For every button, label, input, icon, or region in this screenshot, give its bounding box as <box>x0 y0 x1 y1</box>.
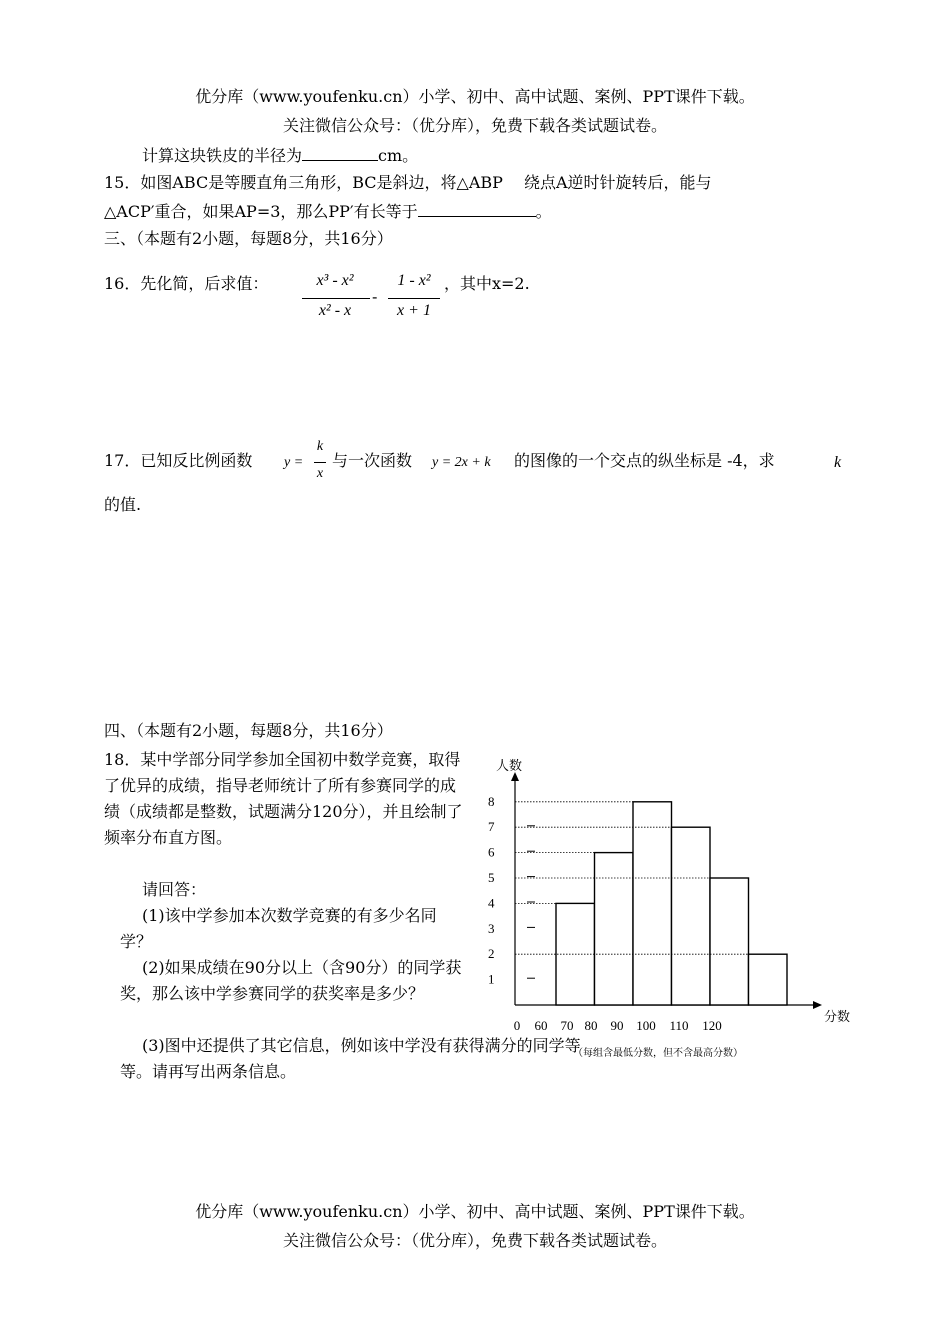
q17-x-denominator: x <box>316 466 324 481</box>
x-tick-label: 120 <box>702 1018 722 1033</box>
q14-answer-blank[interactable] <box>302 144 378 161</box>
footer-line-1: 优分库（www.youfenku.cn）小学、初中、高中试题、案例、PPT课件下载。 <box>195 1202 755 1221</box>
y-tick-label: 8 <box>488 793 495 809</box>
x-tick-label: 60 <box>534 1018 548 1033</box>
q16-fraction-bar-2 <box>388 298 440 299</box>
q16-suffix: ，其中x=2. <box>444 274 530 293</box>
footer-line-2: 关注微信公众号：（优分库），免费下载各类试题试卷。 <box>282 1231 667 1250</box>
x-axis-arrow <box>813 1001 822 1009</box>
histogram-bar <box>749 954 788 1005</box>
histogram-chart <box>460 750 870 1070</box>
header-line-2: 关注微信公众号：（优分库），免费下载各类试题试卷。 <box>282 116 667 135</box>
q18-question-3: (3)图中还提供了其它信息，例如该中学没有获得满分的同学等等。请再写出两条信息。 <box>120 1036 581 1081</box>
y-tick-label: 7 <box>488 819 495 835</box>
x-tick-label: 80 <box>584 1018 598 1033</box>
x-axis-label: 分数 <box>824 1009 851 1024</box>
histogram-bar <box>595 853 634 1005</box>
q18-question-2: (2)如果成绩在90分以上（含90分）的同学获奖，那么该中学参赛同学的获奖率是多少？ <box>120 958 462 1003</box>
q14-text: 计算这块铁皮的半径为 <box>142 146 303 165</box>
q17-y-equals: y = <box>284 455 304 470</box>
y-axis-arrow <box>511 772 519 781</box>
q17-mid: 与一次函数 <box>332 451 413 470</box>
q17-prefix: 17．已知反比例函数 <box>104 451 253 470</box>
section-4-heading: 四、（本题有2小题，每题8分，共16分） <box>104 721 393 740</box>
q15-line-1: 15．如图ABC是等腰直角三角形，BC是斜边，将△ABP 绕点A逆时针旋转后，能与 <box>104 173 712 192</box>
section-3-heading: 三、（本题有2小题，每题8分，共16分） <box>104 229 393 248</box>
histogram-bar <box>710 878 749 1005</box>
q17-fraction-bar <box>314 462 326 463</box>
y-tick-label: 3 <box>488 920 495 936</box>
q17-linear-function: y = 2x + k <box>432 455 491 470</box>
chart-note: （每组含最低分数，但不含最高分数） <box>573 1048 743 1059</box>
chart-layer <box>488 772 822 1033</box>
q15-end: 。 <box>535 202 552 221</box>
q16-minus: - <box>372 287 378 306</box>
y-axis-label: 人数 <box>496 758 523 773</box>
x-tick-label: 0 <box>513 1018 521 1033</box>
q17-suffix: 的图像的一个交点的纵坐标是 -4，求 <box>514 451 775 470</box>
x-tick-label: 70 <box>560 1018 574 1033</box>
q14-tail <box>142 144 418 167</box>
q17-k-end: k <box>834 454 842 471</box>
q18-please-answer: 请回答： <box>142 880 207 899</box>
q16-fraction-bar-1 <box>302 298 370 299</box>
q15-answer-blank[interactable] <box>418 200 536 217</box>
q15-text: △ACP′重合，如果AP=3，那么PP′有长等于 <box>104 202 418 221</box>
q18-paragraph-1: 18．某中学部分同学参加全国初中数学竞赛，取得了优异的成绩，指导老师统计了所有参赛同学的成绩（成绩都是整数，试题满分120分），并且绘制了频率分布直方图。 <box>104 750 463 847</box>
q16-numerator-2: 1 - x² <box>397 272 431 289</box>
q17-k-numerator: k <box>316 439 324 454</box>
q16-denominator-1: x² - x <box>318 302 352 319</box>
y-tick-label: 6 <box>488 844 495 860</box>
q18-question-1: (1)该中学参加本次数学竞赛的有多少名同学？ <box>120 906 437 951</box>
histogram-bar <box>633 802 672 1005</box>
x-tick-label: 110 <box>669 1018 689 1033</box>
q16-prefix: 16．先化简，后求值： <box>104 274 269 293</box>
header-line-1: 优分库（www.youfenku.cn）小学、初中、高中试题、案例、PPT课件下载。 <box>195 87 755 106</box>
q14-unit: cm。 <box>378 146 419 165</box>
histogram-bar <box>672 827 711 1005</box>
y-tick-label: 4 <box>488 895 495 911</box>
q16-denominator-2: x + 1 <box>397 302 431 319</box>
q15-line-2 <box>104 200 552 223</box>
q17-line-2: 的值. <box>104 495 142 514</box>
y-tick-label: 5 <box>488 870 495 885</box>
q16-numerator-1: x³ - x² <box>316 272 354 289</box>
x-tick-label: 100 <box>636 1018 656 1033</box>
y-tick-label: 1 <box>488 971 495 987</box>
x-tick-label: 90 <box>610 1018 624 1033</box>
y-tick-label: 2 <box>488 946 495 962</box>
